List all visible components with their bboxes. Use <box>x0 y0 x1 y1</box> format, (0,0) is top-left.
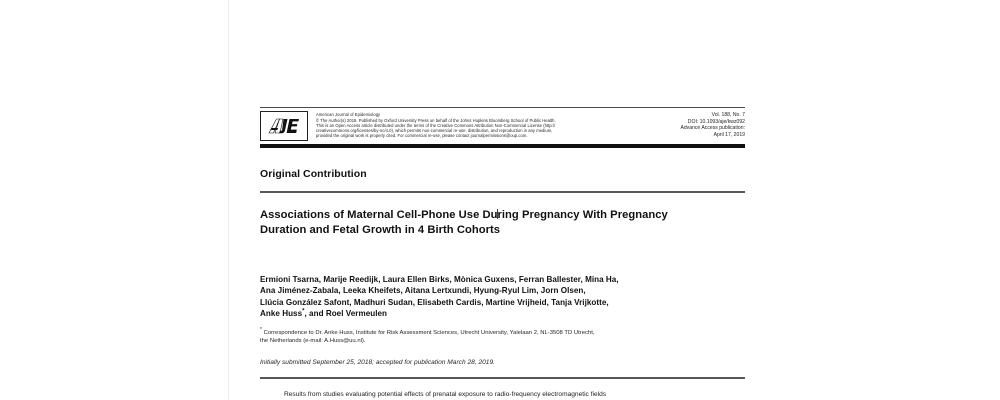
document-left-edge <box>228 0 229 400</box>
copyright-line-3: creativecommons.org/licenses/by-nc/4.0), which permits non-commercial re-use, distribution, and reproduction in any medium, <box>316 128 553 134</box>
masthead-body <box>260 108 745 144</box>
article-title-line2: Duration and Fetal Growth in 4 Birth Cohorts <box>260 224 501 236</box>
author-list <box>260 274 730 320</box>
title-divider-rule <box>260 191 745 193</box>
aje-logo-icon <box>260 111 308 141</box>
advance-access-date: April 17, 2019 <box>713 131 745 138</box>
author-line-3: Llúcia González Safont, Madhuri Sudan, Elisabeth Cardis, Martine Vrijheid, Tanja Vrijkotte, <box>260 297 609 307</box>
author-line-4: Anke Huss <box>260 309 303 319</box>
correspondence-line-2: the Netherlands (e-mail: A.Huss@uu.nl). <box>260 338 366 345</box>
correspondence-note <box>260 329 730 346</box>
abstract-divider-rule <box>260 377 745 379</box>
advance-access-label: Advance Access publication: <box>680 125 745 132</box>
submission-dates: Initially submitted September 25, 2018; accepted for publication March 28, 2019. <box>260 359 495 366</box>
article-title <box>260 208 730 239</box>
author-line-1: Ermioni Tsarna, Marije Reedijk, Laura Ellen Birks, Mònica Guxens, Ferran Ballester, Mina Ha, <box>260 275 619 284</box>
author-line-2: Ana Jiménez-Zabala, Leeka Kheifets, Aitana Lertxundi, Hyung-Ryul Lim, Jorn Olsen, <box>260 286 586 296</box>
corresponding-author-marker: * <box>302 308 305 315</box>
journal-masthead <box>260 107 745 148</box>
correspondence-marker: * <box>260 327 262 334</box>
journal-name: American Journal of Epidemiology <box>316 112 381 117</box>
masthead-issue-info <box>680 111 745 138</box>
abstract-text: Results from studies evaluating potential effects of prenatal exposure to radio-frequency electromagnetic fields <box>284 391 607 398</box>
article-title-line1-part1: Associations of Maternal Cell-Phone Use Du <box>260 208 498 221</box>
doi[interactable]: DOI: 10.1093/aje/kwz092 <box>687 118 745 125</box>
copyright-line-2: This is an Open Access article distributed under the terms of the Creative Commons Attribution Non-Commercial License (http:// <box>316 122 556 128</box>
masthead-bottom-rule <box>260 144 745 148</box>
copyright-line-1: © The Author(s) 2019. Published by Oxford University Press on behalf of the Johns Hopkins Bloomberg School of Public Health. <box>316 117 556 123</box>
volume-issue: Vol. 188, No. 7 <box>711 112 745 118</box>
author-line-4-tail: , and Roel Vermeulen <box>304 309 388 319</box>
copyright-line-4: provided the original work is properly cited. For commercial re-use, please contact journalpermissions@oup.com. <box>316 133 528 139</box>
masthead-copyright-block <box>316 111 680 139</box>
article-title-line1-part2: ring Pregnancy With Pregnancy <box>497 208 668 221</box>
correspondence-line-1: Correspondence to Dr. Anke Huss, Institute for Risk Assessment Sciences, Utrecht University, Yalelaan 2, NL-3508 TD Utrecht, <box>261 330 595 336</box>
section-label: Original Contribution <box>260 168 367 180</box>
